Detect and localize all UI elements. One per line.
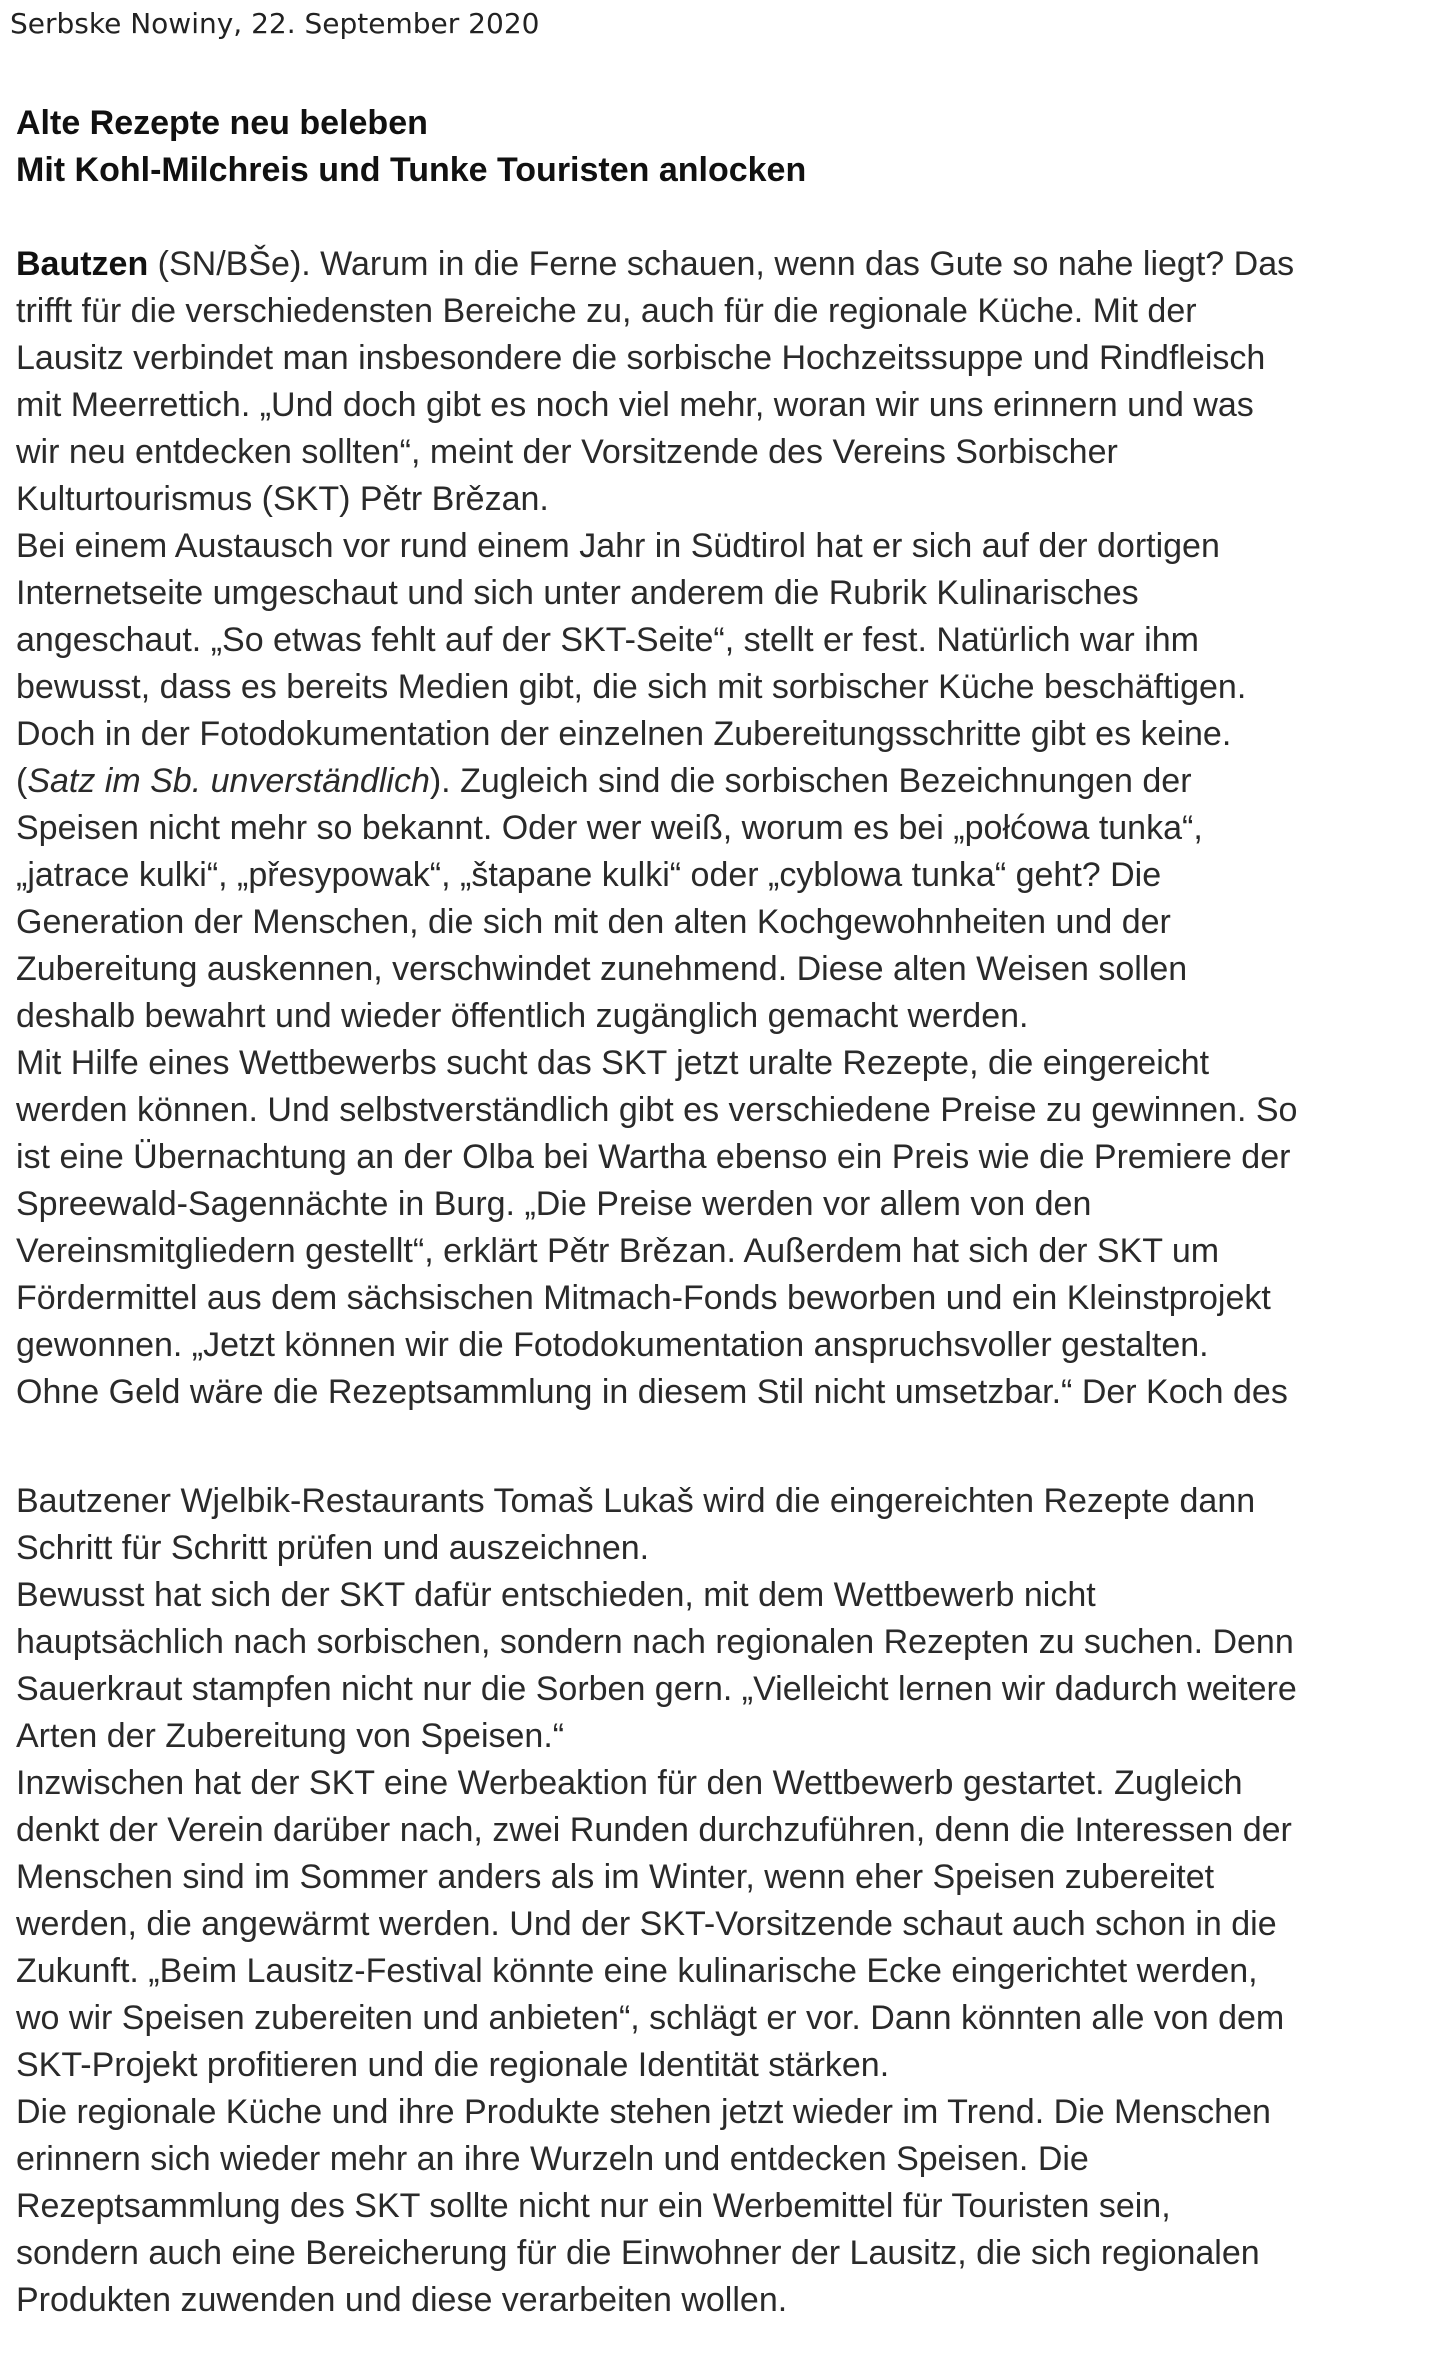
body-line: Bautzener Wjelbik-Restaurants Tomaš Lukaš wird die eingereichten Rezepte dann [16,1482,1256,1520]
body-line: denkt der Verein darüber nach, zwei Runden durchzuführen, denn die Interessen der [16,1811,1292,1849]
article-headline [16,100,806,194]
body-line: SKT-Projekt profitieren und die regionale Identität stärken. [16,2046,890,2084]
body-line: wir neu entdecken sollten“, meint der Vorsitzende des Vereins Sorbischer [16,433,1118,471]
editor-note: Satz im Sb. unverständlich [27,762,430,800]
body-line: Inzwischen hat der SKT eine Werbeaktion für den Wettbewerb gestartet. Zugleich [16,1764,1243,1802]
body-line: deshalb bewahrt und wieder öffentlich zugänglich gemacht werden. [16,997,1029,1035]
body-line: Lausitz verbindet man insbesondere die sorbische Hochzeitssuppe und Rindfleisch [16,339,1266,377]
body-line: wo wir Speisen zubereiten und anbieten“, schlägt er vor. Dann könnten alle von dem [16,1999,1285,2037]
body-line: sondern auch eine Bereicherung für die Einwohner der Lausitz, die sich regionalen [16,2234,1260,2272]
body-line: Zubereitung auskennen, verschwindet zunehmend. Diese alten Weisen sollen [16,950,1188,988]
body-line: Sauerkraut stampfen nicht nur die Sorben gern. „Vielleicht lernen wir dadurch weitere [16,1670,1297,1708]
body-line: Die regionale Küche und ihre Produkte stehen jetzt wieder im Trend. Die Menschen [16,2093,1271,2131]
body-line: Rezeptsammlung des SKT sollte nicht nur ein Werbemittel für Touristen sein, [16,2187,1171,2225]
body-line: Spreewald-Sagennächte in Burg. „Die Preise werden vor allem von den [16,1185,1092,1223]
body-line: hauptsächlich nach sorbischen, sondern nach regionalen Rezepten zu suchen. Denn [16,1623,1294,1661]
body-line [16,241,1426,288]
body-line: Vereinsmitgliedern gestellt“, erklärt Pětr Brězan. Außerdem hat sich der SKT um [16,1232,1220,1270]
body-line-text: (SN/BŠe). Warum in die Ferne schauen, wenn das Gute so nahe liegt? Das [148,245,1295,283]
body-line: gewonnen. „Jetzt können wir die Fotodokumentation anspruchsvoller gestalten. [16,1326,1209,1364]
body-line: Ohne Geld wäre die Rezeptsammlung in diesem Stil nicht umsetzbar.“ Der Koch des [16,1373,1288,1411]
body-line-text: ). Zugleich sind die sorbischen Bezeichnungen der [429,762,1192,800]
body-line: ist eine Übernachtung an der Olba bei Wartha ebenso ein Preis wie die Premiere der [16,1138,1291,1176]
body-line: erinnern sich wieder mehr an ihre Wurzeln und entdecken Speisen. Die [16,2140,1089,2178]
body-line: werden, die angewärmt werden. Und der SKT-Vorsitzende schaut auch schon in die [16,1905,1277,1943]
body-line: Arten der Zubereitung von Speisen.“ [16,1717,565,1755]
source-citation: Serbske Nowiny, 22. September 2020 [10,7,540,40]
body-line: trifft für die verschiedensten Bereiche zu, auch für die regionale Küche. Mit der [16,292,1197,330]
body-line: „jatrace kulki“, „přesypowak“, „štapane kulki“ oder „cyblowa tunka“ geht? Die [16,856,1162,894]
body-line: Mit Hilfe eines Wettbewerbs sucht das SKT jetzt uralte Rezepte, die eingereicht [16,1044,1210,1082]
body-line: Produkten zuwenden und diese verarbeiten wollen. [16,2281,788,2319]
body-line: Doch in der Fotodokumentation der einzelnen Zubereitungsschritte gibt es keine. [16,715,1232,753]
body-line: Menschen sind im Sommer anders als im Winter, wenn eher Speisen zubereitet [16,1858,1215,1896]
body-line: Internetseite umgeschaut und sich unter anderem die Rubrik Kulinarisches [16,574,1139,612]
body-line: werden können. Und selbstverständlich gibt es verschiedene Preise zu gewinnen. So [16,1091,1298,1129]
body-line: bewusst, dass es bereits Medien gibt, die sich mit sorbischer Küche beschäftigen. [16,668,1247,706]
article-body-part-1 [16,241,1426,1416]
headline-line-2: Mit Kohl-Milchreis und Tunke Touristen anlocken [16,151,807,189]
body-line: Kulturtourismus (SKT) Pětr Brězan. [16,480,549,518]
article-body-part-2 [16,1478,1426,2324]
body-line: Bewusst hat sich der SKT dafür entschieden, mit dem Wettbewerb nicht [16,1576,1096,1614]
body-line: Generation der Menschen, die sich mit den alten Kochgewohnheiten und der [16,903,1171,941]
paren-open: ( [16,762,28,800]
body-line [16,758,1426,805]
body-line: mit Meerrettich. „Und doch gibt es noch viel mehr, woran wir uns erinnern und was [16,386,1254,424]
dateline: Bautzen [16,245,149,283]
body-line: Bei einem Austausch vor rund einem Jahr in Südtirol hat er sich auf der dortigen [16,527,1220,565]
body-line: Fördermittel aus dem sächsischen Mitmach-Fonds beworben und ein Kleinstprojekt [16,1279,1271,1317]
body-line: Schritt für Schritt prüfen und auszeichnen. [16,1529,650,1567]
body-line: angeschaut. „So etwas fehlt auf der SKT-Seite“, stellt er fest. Natürlich war ihm [16,621,1199,659]
headline-line-1: Alte Rezepte neu beleben [16,104,428,142]
body-line: Speisen nicht mehr so bekannt. Oder wer weiß, worum es bei „połćowa tunka“, [16,809,1203,847]
body-line: Zukunft. „Beim Lausitz-Festival könnte eine kulinarische Ecke eingerichtet werden, [16,1952,1258,1990]
